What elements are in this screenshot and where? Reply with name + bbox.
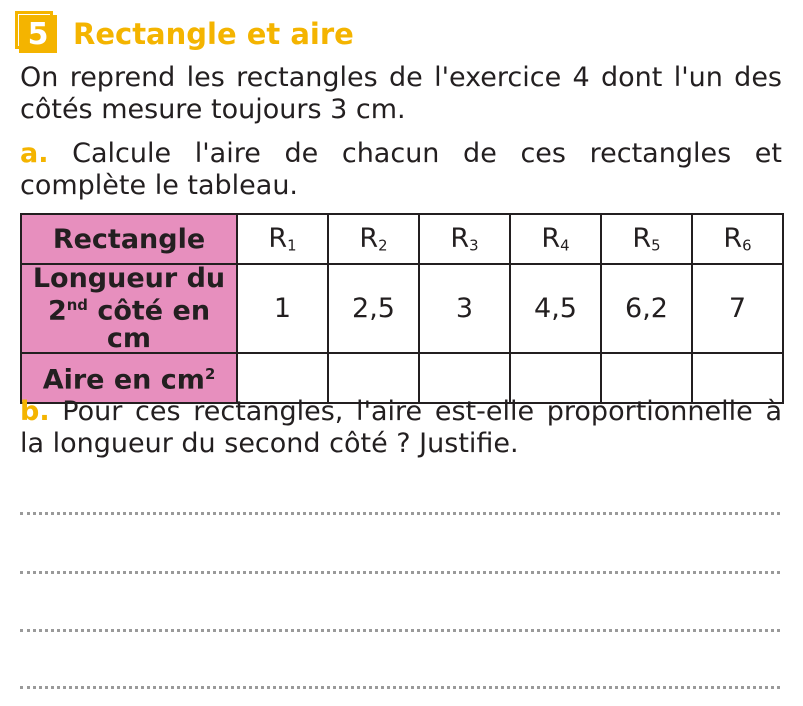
rectangle-cell: $R_6$ [692,214,783,264]
row-header-length: Longueur du 2nd côté en cm [21,264,237,353]
length-cell: 6,2 [601,264,692,353]
length-cell: 4,5 [510,264,601,353]
question-a [20,138,782,202]
length-cell: 2,5 [328,264,419,353]
exercise-title: Rectangle et aire [73,17,354,51]
question-b-label: b. [20,396,50,427]
row-header-area: Aire en $cm^2$ [21,353,237,403]
exercise-header [19,14,354,54]
answer-line[interactable] [20,512,780,515]
answer-line[interactable] [20,571,780,574]
rectangle-cell: $R_5$ [601,214,692,264]
rectangle-table [20,213,784,404]
question-b-text: Pour ces rectangles, l'aire est-elle proportionnelle à la longueur du second côté ? Justifie. [20,396,782,459]
question-b [20,396,782,460]
rectangle-cell: $R_3$ [419,214,510,264]
length-cell: 7 [692,264,783,353]
length-cell: 3 [419,264,510,353]
table-row-length [21,264,783,353]
exercise-number: 5 [19,15,57,53]
length-cell: 1 [237,264,328,353]
rectangle-cell: $R_4$ [510,214,601,264]
question-a-text: Calcule l'aire de chacun de ces rectangles et complète le tableau. [20,138,782,201]
answer-line[interactable] [20,686,780,689]
rectangle-cell: $R_1$ [237,214,328,264]
answer-line[interactable] [20,629,780,632]
rectangle-cell: $R_2$ [328,214,419,264]
table-row-rectangle [21,214,783,264]
question-a-label: a. [20,138,49,169]
row-header-rectangle: Rectangle [21,214,237,264]
intro-text: On reprend les rectangles de l'exercice 4 dont l'un des côtés mesure toujours 3 cm. [20,62,782,125]
